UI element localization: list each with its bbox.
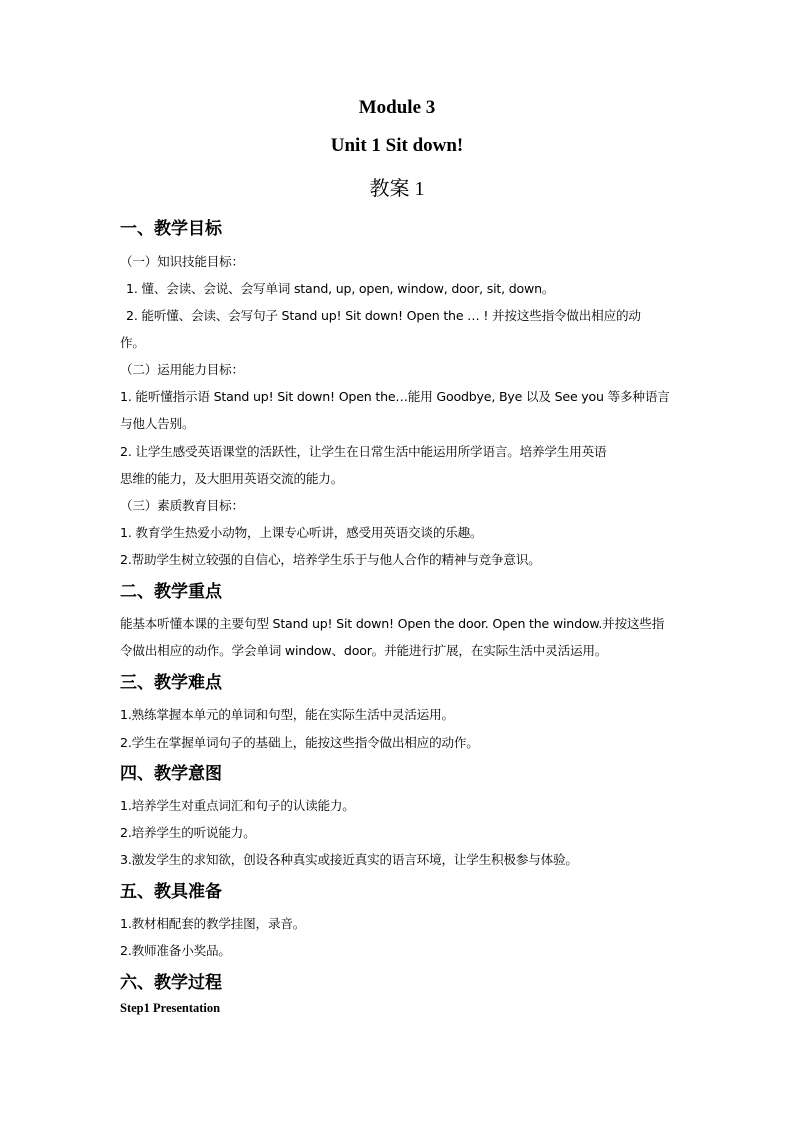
key-point-line: 令做出相应的动作。学会单词 window、door。并能进行扩展，在实际生活中灵活运用。 [120, 643, 608, 658]
module-title: Module 3 [358, 97, 436, 118]
key-point-line: 能基本听懂本课的主要句型 Stand up! Sit down! Open the door. Open the window.并按这些指 [120, 616, 665, 631]
subheading-ability: （二）运用能力目标： [120, 362, 244, 377]
section-heading-intent: 四、教学意图 [120, 764, 222, 784]
section-heading-materials: 五、教具准备 [120, 882, 222, 902]
objective-line: 2. 让学生感受英语课堂的活跃性，让学生在日常生活中能运用所学语言。培养学生用英语 [120, 444, 607, 459]
intent-line: 3.激发学生的求知欲，创设各种真实或接近真实的语言环境，让学生积极参与体验。 [120, 852, 578, 867]
materials-line: 2.教师准备小奖品。 [120, 943, 231, 958]
section-heading-difficulties: 三、教学难点 [120, 673, 222, 693]
objective-line: 1. 能听懂指示语 Stand up! Sit down! Open the…能用 Goodbye, Bye 以及 See you 等多种语言 [120, 389, 670, 404]
intent-line: 2.培养学生的听说能力。 [120, 825, 256, 840]
objective-line: 2. 能听懂、会读、会写句子 Stand up! Sit down! Open the … ! 并按这些指令做出相应的动 [126, 308, 641, 323]
objective-line: 2.帮助学生树立较强的自信心，培养学生乐于与他人合作的精神与竞争意识。 [120, 552, 541, 567]
step-heading: Step1 Presentation [120, 1001, 221, 1015]
section-heading-objectives: 一、教学目标 [120, 219, 222, 239]
objective-line: 1. 教育学生热爱小动物，上课专心听讲，感受用英语交谈的乐趣。 [120, 525, 483, 540]
subheading-knowledge: （一）知识技能目标： [120, 254, 244, 269]
objective-line: 思维的能力，及大胆用英语交流的能力。 [120, 471, 344, 486]
unit-title: Unit 1 Sit down! [330, 135, 464, 156]
subheading-quality: （三）素质教育目标： [120, 498, 244, 513]
materials-line: 1.教材相配套的教学挂图，录音。 [120, 916, 306, 931]
section-heading-key-points: 二、教学重点 [120, 582, 222, 602]
section-heading-process: 六、教学过程 [120, 973, 222, 993]
difficulty-line: 1.熟练掌握本单元的单词和句型，能在实际生活中灵活运用。 [120, 707, 454, 722]
objective-line: 与他人告别。 [120, 416, 195, 431]
intent-line: 1.培养学生对重点词汇和句子的认读能力。 [120, 798, 355, 813]
objective-line: 作。 [120, 335, 145, 350]
lesson-plan-title: 教案 1 [369, 178, 425, 200]
objective-line: 1. 懂、会读、会说、会写单词 stand, up, open, window, door, sit, down。 [126, 281, 555, 296]
difficulty-line: 2.学生在掌握单词句子的基础上，能按这些指令做出相应的动作。 [120, 735, 479, 750]
